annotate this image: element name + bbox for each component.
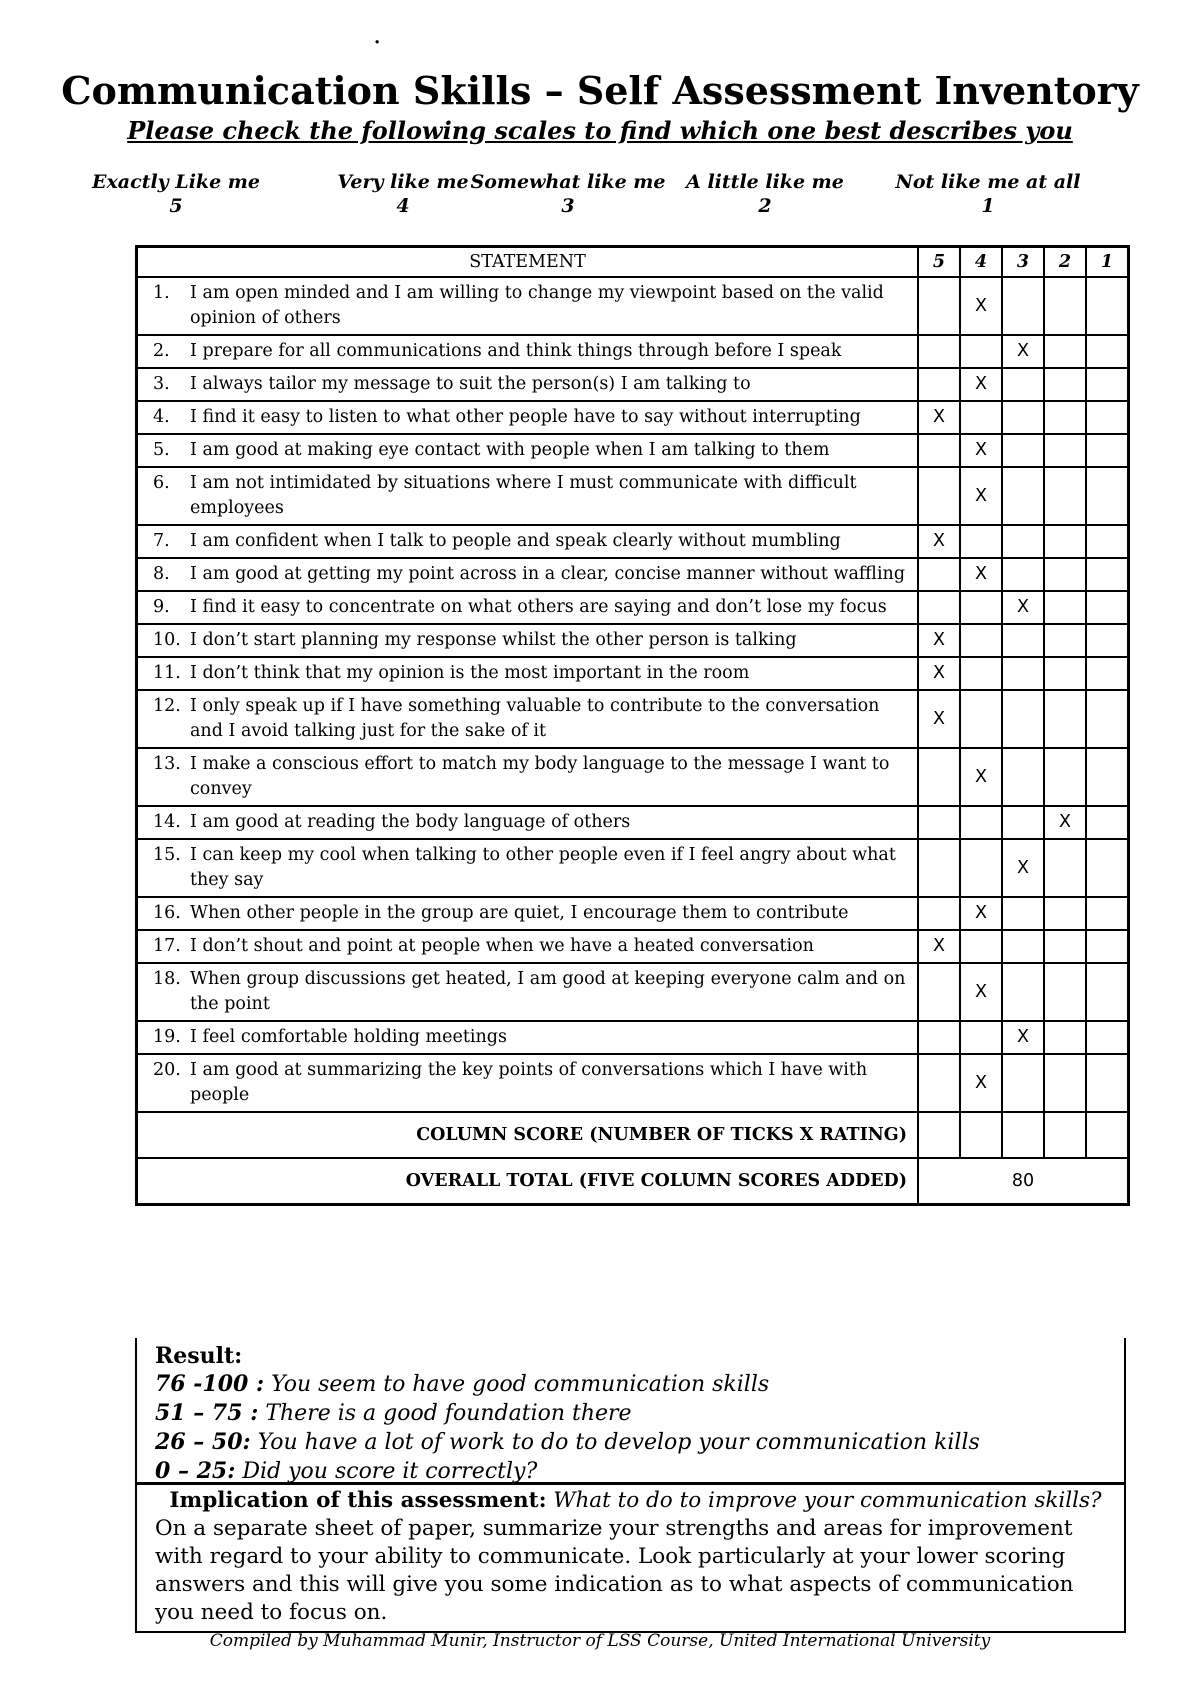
rating-cell-5[interactable] [918, 558, 960, 591]
rating-cell-1[interactable] [1086, 467, 1128, 525]
table-row [137, 1054, 1128, 1112]
rating-cell-5[interactable] [918, 1021, 960, 1054]
implication-heading: Implication of this assessment: [169, 1488, 547, 1513]
rating-cell-3[interactable]: X [1002, 839, 1044, 897]
rating-cell-2[interactable] [1044, 434, 1086, 467]
table-row [137, 930, 1128, 963]
statement-number: 19. [153, 1027, 181, 1047]
statement-text: I don’t think that my opinion is the most important in the room [190, 663, 750, 683]
statement-number: 1. [153, 283, 170, 303]
statement-cell [137, 624, 918, 657]
rating-cell-3[interactable] [1002, 748, 1044, 806]
statement-cell [137, 467, 918, 525]
statement-text: I feel comfortable holding meetings [190, 1027, 507, 1047]
col-header-5: 5 [918, 247, 960, 277]
rating-cell-4[interactable]: X [960, 277, 1002, 335]
rating-cell-4[interactable] [960, 335, 1002, 368]
table-row [137, 558, 1128, 591]
column-score-label: COLUMN SCORE (NUMBER OF TICKS X RATING) [137, 1112, 918, 1158]
rating-cell-4[interactable] [960, 401, 1002, 434]
rating-cell-1[interactable] [1086, 897, 1128, 930]
rating-cell-3[interactable] [1002, 1054, 1044, 1112]
statement-number: 9. [153, 597, 170, 617]
statement-cell [137, 335, 918, 368]
statement-number: 11. [153, 663, 181, 683]
rating-cell-4[interactable]: X [960, 963, 1002, 1021]
stray-dot: . [373, 20, 382, 50]
rating-cell-2[interactable] [1044, 1021, 1086, 1054]
scale-label: Exactly Like me [92, 171, 260, 193]
rating-cell-2[interactable] [1044, 930, 1086, 963]
result-range: 26 – 50: [155, 1429, 251, 1455]
rating-cell-1[interactable] [1086, 930, 1128, 963]
overall-total-label: OVERALL TOTAL (FIVE COLUMN SCORES ADDED) [137, 1158, 918, 1204]
table-row [137, 591, 1128, 624]
rating-cell-2[interactable] [1044, 335, 1086, 368]
rating-cell-1[interactable] [1086, 1021, 1128, 1054]
statement-cell [137, 558, 918, 591]
statement-text: I am good at summarizing the key points of conversations which I have with people [190, 1060, 868, 1105]
col-header-4: 4 [960, 247, 1002, 277]
rating-cell-1[interactable] [1086, 690, 1128, 748]
scale-5 [76, 170, 276, 218]
rating-cell-5[interactable] [918, 963, 960, 1021]
scale-value: 5 [169, 195, 183, 217]
result-text: There is a good foundation there [258, 1401, 632, 1426]
rating-cell-1[interactable] [1086, 657, 1128, 690]
rating-cell-3[interactable] [1002, 897, 1044, 930]
scale-label: Somewhat like me [470, 171, 666, 193]
statement-text: I find it easy to concentrate on what others are saying and don’t lose my focus [190, 597, 887, 617]
rating-cell-5[interactable]: X [918, 525, 960, 558]
statement-cell [137, 897, 918, 930]
rating-cell-3[interactable] [1002, 930, 1044, 963]
table-row [137, 277, 1128, 335]
scale-label: Not like me at all [895, 171, 1081, 193]
result-line [155, 1399, 1124, 1428]
table-row [137, 690, 1128, 748]
scale-2 [665, 170, 865, 218]
statement-cell [137, 434, 918, 467]
statement-number: 14. [153, 812, 181, 832]
rating-cell-4[interactable] [960, 839, 1002, 897]
rating-cell-4[interactable]: X [960, 368, 1002, 401]
rating-cell-2[interactable] [1044, 748, 1086, 806]
col-header-3: 3 [1002, 247, 1044, 277]
rating-cell-2[interactable] [1044, 401, 1086, 434]
statement-rows [137, 277, 1128, 1112]
statement-cell [137, 690, 918, 748]
rating-cell-4[interactable] [960, 624, 1002, 657]
statement-number: 15. [153, 845, 181, 865]
col-header-2: 2 [1044, 247, 1086, 277]
rating-cell-1[interactable] [1086, 963, 1128, 1021]
scale-label: A little like me [686, 171, 844, 193]
rating-cell-1[interactable] [1086, 839, 1128, 897]
rating-cell-5[interactable] [918, 748, 960, 806]
table-row [137, 748, 1128, 806]
scale-3 [468, 170, 668, 218]
table-row [137, 401, 1128, 434]
rating-cell-3[interactable] [1002, 690, 1044, 748]
rating-cell-5[interactable] [918, 591, 960, 624]
scale-value: 3 [561, 195, 575, 217]
rating-cell-2[interactable] [1044, 839, 1086, 897]
rating-cell-2[interactable] [1044, 624, 1086, 657]
implication-box [135, 1484, 1126, 1633]
rating-cell-3[interactable] [1002, 657, 1044, 690]
scale-value: 2 [758, 195, 772, 217]
statement-text: I find it easy to listen to what other people have to say without interrupting [190, 407, 861, 427]
rating-cell-1[interactable] [1086, 401, 1128, 434]
table-row [137, 434, 1128, 467]
rating-cell-1[interactable] [1086, 558, 1128, 591]
rating-cell-5[interactable] [918, 1054, 960, 1112]
statement-text: I only speak up if I have something valuable to contribute to the conversation and I avoid talking just for the sake of it [190, 696, 880, 741]
implication-heading-line [155, 1487, 1116, 1515]
rating-cell-1[interactable] [1086, 434, 1128, 467]
table-row [137, 897, 1128, 930]
rating-cell-5[interactable]: X [918, 401, 960, 434]
statement-text: I can keep my cool when talking to other people even if I feel angry about what they say [190, 845, 896, 890]
result-box [135, 1338, 1126, 1484]
rating-cell-2[interactable] [1044, 963, 1086, 1021]
rating-cell-5[interactable] [918, 335, 960, 368]
rating-cell-4[interactable]: X [960, 897, 1002, 930]
overall-total-row [137, 1158, 1128, 1204]
column-score-cell[interactable] [1086, 1112, 1128, 1158]
rating-cell-3[interactable] [1002, 277, 1044, 335]
rating-cell-3[interactable]: X [1002, 1021, 1044, 1054]
rating-cell-2[interactable]: X [1044, 806, 1086, 839]
implication-question: What to do to improve your communication skills? [546, 1488, 1102, 1513]
statement-cell [137, 277, 918, 335]
scale-label: Very like me [337, 171, 469, 193]
rating-cell-2[interactable] [1044, 657, 1086, 690]
statement-text: I am good at reading the body language of others [190, 812, 631, 832]
rating-cell-2[interactable] [1044, 690, 1086, 748]
rating-cell-1[interactable] [1086, 277, 1128, 335]
scale-value: 1 [981, 195, 995, 217]
statement-text: I don’t shout and point at people when we have a heated conversation [190, 936, 814, 956]
statement-text: I am open minded and I am willing to change my viewpoint based on the valid opinion of others [190, 283, 884, 328]
rating-cell-4[interactable]: X [960, 558, 1002, 591]
rating-cell-2[interactable] [1044, 368, 1086, 401]
rating-cell-5[interactable] [918, 434, 960, 467]
statement-number: 16. [153, 903, 181, 923]
statement-number: 3. [153, 374, 170, 394]
rating-cell-1[interactable] [1086, 591, 1128, 624]
table-row [137, 657, 1128, 690]
statement-cell [137, 1021, 918, 1054]
rating-cell-3[interactable] [1002, 624, 1044, 657]
rating-cell-2[interactable] [1044, 277, 1086, 335]
rating-cell-1[interactable] [1086, 624, 1128, 657]
table-row [137, 525, 1128, 558]
result-text: You seem to have good communication skills [264, 1372, 770, 1397]
result-line [155, 1370, 1124, 1399]
rating-cell-5[interactable] [918, 467, 960, 525]
assessment-table [135, 245, 1130, 1206]
result-heading: Result: [155, 1343, 243, 1369]
statement-text: I am good at making eye contact with people when I am talking to them [190, 440, 830, 460]
result-text: Did you score it correctly? [235, 1459, 538, 1484]
statement-number: 20. [153, 1060, 181, 1080]
rating-cell-1[interactable] [1086, 368, 1128, 401]
page-subtitle: Please check the following scales to find which one best describes you [127, 116, 1073, 145]
rating-cell-4[interactable]: X [960, 467, 1002, 525]
table-row [137, 335, 1128, 368]
statement-text: I make a conscious effort to match my body language to the message I want to convey [190, 754, 890, 799]
column-score-cell[interactable] [960, 1112, 1002, 1158]
rating-cell-5[interactable] [918, 839, 960, 897]
rating-cell-3[interactable] [1002, 806, 1044, 839]
result-range: 76 -100 : [155, 1371, 265, 1397]
rating-cell-1[interactable] [1086, 748, 1128, 806]
rating-cell-5[interactable]: X [918, 624, 960, 657]
statement-cell [137, 806, 918, 839]
statement-text: When other people in the group are quiet, I encourage them to contribute [190, 903, 849, 923]
statement-cell [137, 748, 918, 806]
statement-number: 6. [153, 473, 170, 493]
statement-number: 12. [153, 696, 181, 716]
rating-cell-5[interactable] [918, 368, 960, 401]
statement-cell [137, 591, 918, 624]
rating-cell-3[interactable] [1002, 401, 1044, 434]
rating-cell-3[interactable] [1002, 558, 1044, 591]
rating-cell-3[interactable]: X [1002, 335, 1044, 368]
rating-cell-5[interactable] [918, 277, 960, 335]
statement-text: I am confident when I talk to people and speak clearly without mumbling [190, 531, 841, 551]
rating-cell-5[interactable] [918, 806, 960, 839]
statement-cell [137, 1054, 918, 1112]
statement-number: 5. [153, 440, 170, 460]
statement-number: 2. [153, 341, 170, 361]
rating-cell-5[interactable]: X [918, 930, 960, 963]
table-row [137, 467, 1128, 525]
statement-number: 17. [153, 936, 181, 956]
rating-cell-4[interactable] [960, 690, 1002, 748]
rating-cell-1[interactable] [1086, 525, 1128, 558]
table-row [137, 839, 1128, 897]
statement-cell [137, 401, 918, 434]
result-line [155, 1457, 1124, 1486]
rating-cell-1[interactable] [1086, 1054, 1128, 1112]
table-row [137, 806, 1128, 839]
rating-cell-5[interactable]: X [918, 657, 960, 690]
rating-cell-4[interactable] [960, 657, 1002, 690]
statement-text: When group discussions get heated, I am good at keeping everyone calm and on the point [190, 969, 906, 1014]
column-score-cell[interactable] [1044, 1112, 1086, 1158]
rating-cell-4[interactable] [960, 806, 1002, 839]
result-line [155, 1428, 1124, 1457]
rating-cell-1[interactable] [1086, 806, 1128, 839]
rating-cell-2[interactable] [1044, 467, 1086, 525]
statement-cell [137, 368, 918, 401]
table-header-row [137, 247, 1128, 277]
statement-cell [137, 839, 918, 897]
rating-cell-3[interactable]: X [1002, 591, 1044, 624]
scale-1 [888, 170, 1088, 218]
rating-cell-3[interactable] [1002, 467, 1044, 525]
rating-cell-2[interactable] [1044, 558, 1086, 591]
rating-cell-4[interactable]: X [960, 434, 1002, 467]
column-score-cell[interactable] [1002, 1112, 1044, 1158]
statement-number: 18. [153, 969, 181, 989]
statement-header: STATEMENT [137, 247, 918, 277]
rating-cell-4[interactable]: X [960, 1054, 1002, 1112]
rating-cell-5[interactable] [918, 897, 960, 930]
statement-text: I don’t start planning my response whilst the other person is talking [190, 630, 797, 650]
scale-value: 4 [396, 195, 410, 217]
rating-cell-2[interactable] [1044, 525, 1086, 558]
rating-cell-3[interactable] [1002, 525, 1044, 558]
rating-cell-1[interactable] [1086, 335, 1128, 368]
statement-cell [137, 525, 918, 558]
result-range: 0 – 25: [155, 1458, 236, 1484]
statement-number: 10. [153, 630, 181, 650]
implication-body: On a separate sheet of paper, summarize your strengths and areas for improvement with regard to your ability to communicate. Look particularly at your lower scoring answers and this will give you some indication as to what aspects of communication you need to focus on. [155, 1516, 1074, 1625]
statement-number: 4. [153, 407, 170, 427]
table-row [137, 963, 1128, 1021]
table-row [137, 368, 1128, 401]
rating-cell-2[interactable] [1044, 897, 1086, 930]
statement-number: 13. [153, 754, 181, 774]
statement-cell [137, 930, 918, 963]
column-score-row [137, 1112, 1128, 1158]
rating-cell-4[interactable] [960, 930, 1002, 963]
result-range: 51 – 75 : [155, 1400, 259, 1426]
rating-cell-2[interactable] [1044, 591, 1086, 624]
overall-total-value[interactable]: 80 [918, 1158, 1128, 1204]
column-score-cell[interactable] [918, 1112, 960, 1158]
footer-credit: Compiled by Muhammad Munir, Instructor of LSS Course, United International University [209, 1631, 991, 1651]
statement-cell [137, 657, 918, 690]
page-title: Communication Skills – Self Assessment Inventory [61, 68, 1139, 113]
rating-cell-2[interactable] [1044, 1054, 1086, 1112]
statement-text: I always tailor my message to suit the person(s) I am talking to [190, 374, 751, 394]
statement-text: I am good at getting my point across in a clear, concise manner without waffling [190, 564, 906, 584]
rating-cell-3[interactable] [1002, 368, 1044, 401]
statement-number: 8. [153, 564, 170, 584]
statement-text: I prepare for all communications and think things through before I speak [190, 341, 842, 361]
statement-text: I am not intimidated by situations where I must communicate with difficult employees [190, 473, 857, 518]
col-header-1: 1 [1086, 247, 1128, 277]
rating-cell-4[interactable]: X [960, 748, 1002, 806]
statement-number: 7. [153, 531, 170, 551]
result-text: You have a lot of work to do to develop your communication kills [250, 1430, 980, 1455]
rating-cell-5[interactable]: X [918, 690, 960, 748]
rating-cell-4[interactable] [960, 591, 1002, 624]
rating-cell-4[interactable] [960, 1021, 1002, 1054]
statement-cell [137, 963, 918, 1021]
rating-cell-4[interactable] [960, 525, 1002, 558]
rating-cell-3[interactable] [1002, 963, 1044, 1021]
rating-cell-3[interactable] [1002, 434, 1044, 467]
table-row [137, 1021, 1128, 1054]
table-row [137, 624, 1128, 657]
